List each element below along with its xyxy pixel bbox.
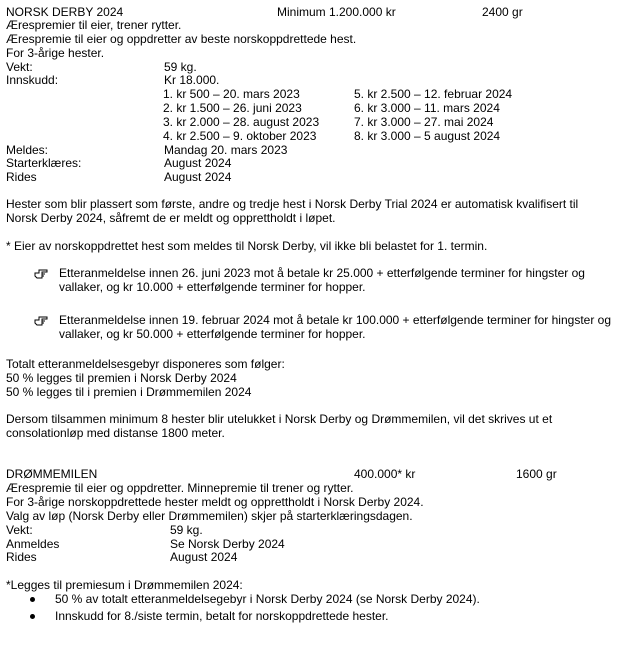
derby-weight-value: 59 kg. — [164, 60, 197, 74]
drom-weight-value: 59 kg. — [170, 523, 203, 537]
term-1: 1. kr 500 – 20. mars 2023 — [163, 87, 300, 101]
drom-prize: 400.000* kr — [354, 467, 416, 481]
derby-race-value: August 2024 — [164, 170, 232, 184]
derby-title: NORSK DERBY 2024 — [6, 5, 124, 19]
drom-footnote: *Legges til premiesum i Drømmemilen 2024: — [6, 578, 243, 592]
derby-declare-label: Starterklæres: — [6, 156, 82, 170]
derby-declare-value: August 2024 — [164, 156, 232, 170]
term-3: 3. kr 2.000 – 28. august 2023 — [163, 115, 320, 129]
derby-weight-label: Vekt: — [6, 60, 33, 74]
term-4: 4. kr 2.500 – 9. oktober 2023 — [163, 129, 317, 143]
derby-distance: 2400 gr — [482, 5, 523, 19]
drom-weight-label: Vekt: — [6, 523, 33, 537]
derby-minimum-prize: Minimum 1.200.000 kr — [277, 5, 396, 19]
fee-heading: Totalt etteranmeldelsesgebyr disponeres som følger: — [6, 357, 285, 371]
derby-entry-value: Mandag 20. mars 2023 — [164, 143, 288, 157]
drom-entry-label: Anmeldes — [6, 537, 60, 551]
term-6: 6. kr 3.000 – 11. mars 2024 — [354, 101, 500, 115]
drom-entry-value: Se Norsk Derby 2024 — [170, 537, 285, 551]
drom-race-label: Rides — [6, 550, 37, 564]
derby-owner-note: * Eier av norskoppdrettet hest som meldes til Norsk Derby, vil ikke bli belastet for 1. termin. — [6, 239, 488, 253]
pointing-hand-icon — [34, 313, 48, 327]
derby-trial-paragraph: Hester som blir plassert som første, andre og tredje hest i Norsk Derby Trial 2024 er automatisk kvalifisert til Norsk Derby 2024, såfremt de er meldt og opprettholdt i løpet. — [6, 197, 579, 225]
drom-distance: 1600 gr — [516, 467, 557, 481]
bullet-icon — [30, 614, 35, 619]
derby-stake-label: Innskudd: — [6, 73, 59, 87]
derby-line-3: For 3-årige hester. — [6, 46, 105, 60]
derby-race-label: Rides — [6, 170, 37, 184]
derby-line-1: Ærespremier til eier, trener rytter. — [6, 18, 182, 32]
consolation-paragraph: Dersom tilsammen minimum 8 hester blir utelukket i Norsk Derby og Drømmemilen, vil det skrives ut et consolationløp med distanse 1800 meter. — [6, 412, 553, 440]
term-8: 8. kr 3.000 – 5 august 2024 — [354, 129, 501, 143]
drom-bullet-1: 50 % av totalt etteranmeldelsegebyr i Norsk Derby 2024 (se Norsk Derby 2024). — [55, 592, 480, 606]
bullet-icon — [30, 597, 35, 602]
term-7: 7. kr 3.000 – 27. mai 2024 — [354, 115, 494, 129]
late-entry-1: Etteranmeldelse innen 26. juni 2023 mot å betale kr 25.000 + etterfølgende terminer for hingster og vallaker, og kr 10.000 + etterfølgende terminer for hopper. — [59, 266, 585, 294]
drom-bullet-2: Innskudd for 8./siste termin, betalt for norskoppdrettede hester. — [55, 609, 389, 623]
fee-line-2: 50 % legges til i premien i Drømmemilen 2024 — [6, 385, 252, 399]
term-5: 5. kr 2.500 – 12. februar 2024 — [354, 87, 513, 101]
late-entry-2: Etteranmeldelse innen 19. februar 2024 mot å betale kr 100.000 + etterfølgende terminer for hingster og vallaker, og kr 50.000 + etterfølgende terminer for hopper. — [59, 313, 611, 341]
derby-line-2: Ærespremie til eier og oppdretter av beste norskoppdrettede hest. — [6, 32, 357, 46]
fee-line-1: 50 % legges til premien i Norsk Derby 2024 — [6, 371, 237, 385]
derby-stake-value: Kr 18.000. — [164, 73, 220, 87]
derby-entry-label: Meldes: — [6, 143, 49, 157]
drom-line-2: For 3-årige norskoppdrettede hester meldt og opprettholdt i Norsk Derby 2024. — [6, 495, 424, 509]
pointing-hand-icon — [34, 266, 48, 280]
drom-line-3: Valg av løp (Norsk Derby eller Drømmemilen) skjer på starterklæringsdagen. — [6, 509, 413, 523]
drom-line-1: Ærespremie til eier og oppdretter. Minnepremie til trener og rytter. — [6, 481, 354, 495]
drom-title: DRØMMEMILEN — [6, 467, 98, 481]
term-2: 2. kr 1.500 – 26. juni 2023 — [163, 101, 302, 115]
drom-race-value: August 2024 — [170, 550, 238, 564]
